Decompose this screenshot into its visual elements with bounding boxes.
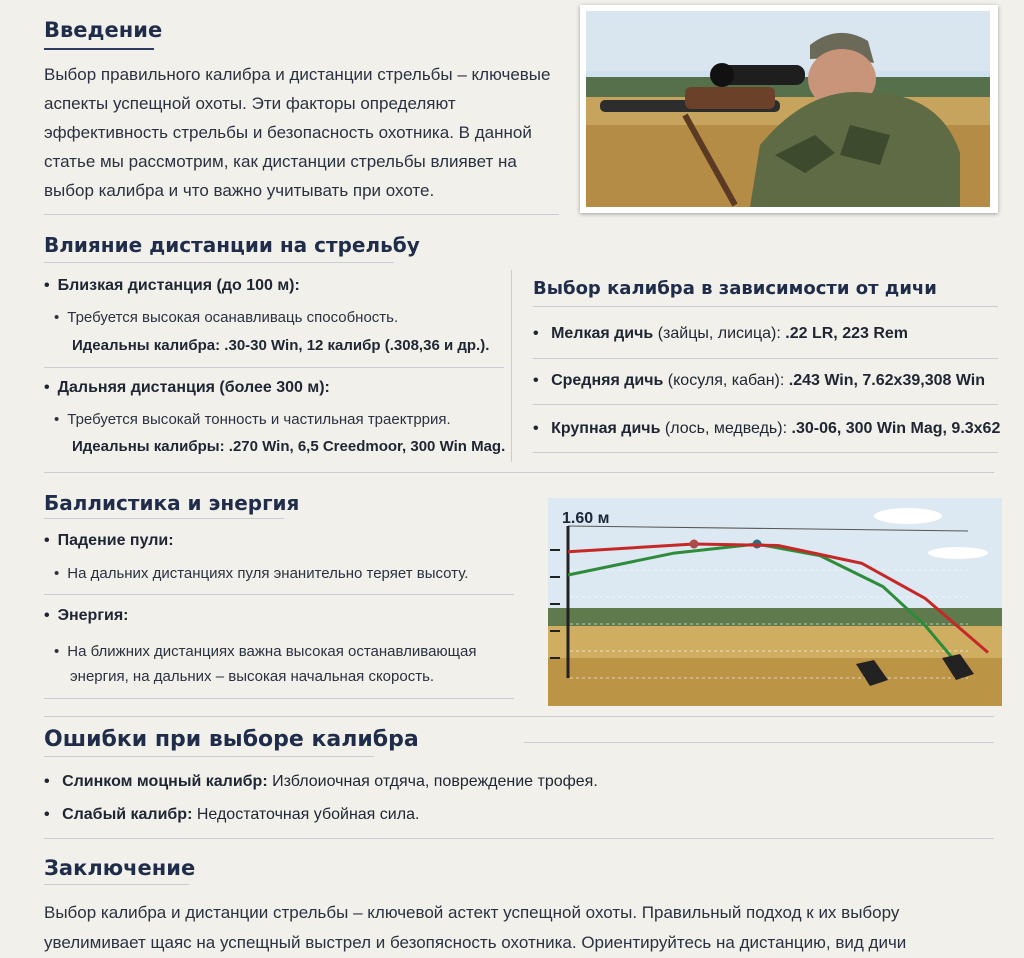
divider <box>44 472 994 473</box>
divider <box>44 262 394 263</box>
conclusion-text: Выбор калибра и дистанции стрельбы – ключевой астект успещной охоты. Правильный подход к их выбору увелимивает щаяс на успещный выстрел и безопясность охотника. Ориентируйтесь на дистанцию, вид дичи <box>44 903 907 952</box>
game-row-medium: • Средняя дичь (косуля, кабан): .243 Win, 7.62x39,308 Win <box>533 372 985 390</box>
divider <box>44 884 189 885</box>
hunter-photo <box>580 5 998 213</box>
far-distance-label: • Дальняя дистанция (более 300 м): <box>44 379 330 397</box>
divider <box>44 716 994 717</box>
energy-label: • Энергия: <box>44 607 129 625</box>
divider <box>533 452 998 453</box>
divider <box>533 358 998 359</box>
far-distance-req: • Требуется высокай тонность и частильная траектррия. <box>54 411 451 428</box>
game-row-small: • Мелкая дичь (зайцы, лисица): .22 LR, 223 Rem <box>533 325 908 343</box>
trajectory-point-red <box>690 540 699 549</box>
distance-title: Влияние дистанции на стрельбу <box>44 233 420 257</box>
divider <box>44 756 374 757</box>
conclusion-title: Заключение <box>44 856 196 880</box>
ballistics-title: Баллистика и энергия <box>44 491 300 515</box>
close-distance-label: • Близкая дистанция (до 100 м): <box>44 277 300 295</box>
title-underline <box>44 48 154 50</box>
close-distance-req: • Требуется высокая осанавливаць способность. <box>54 309 398 326</box>
bullet-drop-text: • На дальних дистанциях пуля энанительно теряет высоту. <box>54 565 468 582</box>
divider <box>44 838 994 839</box>
divider <box>44 214 559 215</box>
column-divider <box>511 270 512 462</box>
chart-cloud <box>928 547 988 559</box>
mistake-item: • Слинком моцный калибр: Изблоиочная отдяча, повреждение трофея. <box>44 773 598 791</box>
far-distance-calibers: Идеальны калибры: .270 Win, 6,5 Creedmoor, 300 Win Mag. <box>72 438 506 455</box>
divider <box>533 306 998 307</box>
energy-text-2: энергия, на дальних – высокая начальная скорость. <box>70 668 435 685</box>
chart-treeline <box>548 608 1002 628</box>
bullet-drop-label: • Падение пули: <box>44 532 174 550</box>
divider <box>44 518 284 519</box>
mistake-item: • Слабый калибр: Недостаточная убойная сила. <box>44 806 419 824</box>
game-row-large: • Крупная дичь (лось, медведь): .30-06, 300 Win Mag, 9.3x62 <box>533 420 1000 438</box>
chart-cloud <box>874 508 942 524</box>
divider <box>524 742 994 743</box>
energy-text-1: • На ближних дистанциях важна высокая останавливающая <box>54 643 476 660</box>
divider <box>44 594 514 595</box>
divider <box>44 367 504 368</box>
close-distance-calibers: Идеальны калибра: .30-30 Win, 12 калибр (.308,36 и др.). <box>72 337 490 354</box>
mistakes-title: Ошибки при выборе калибра <box>44 727 419 752</box>
trajectory-chart <box>548 498 1002 706</box>
divider <box>44 698 514 699</box>
intro-text: Выбор правильного калибра и дистанции стрельбы – ключевые аспекты успещной охоты. Эти факторы определяют эффективность стрельбы и безопасность охотника. В данной статье мы рассмотрим, как дистанции стрельбы влиявет на выбор калибра и что важно учитывать при охоте. <box>44 65 551 200</box>
game-title: Выбор калибра в зависимости от дичи <box>533 278 937 299</box>
divider <box>533 404 998 405</box>
chart-title: 1.60 м <box>562 510 610 527</box>
chart-field-near <box>548 658 1002 706</box>
intro-title: Введение <box>44 18 163 42</box>
